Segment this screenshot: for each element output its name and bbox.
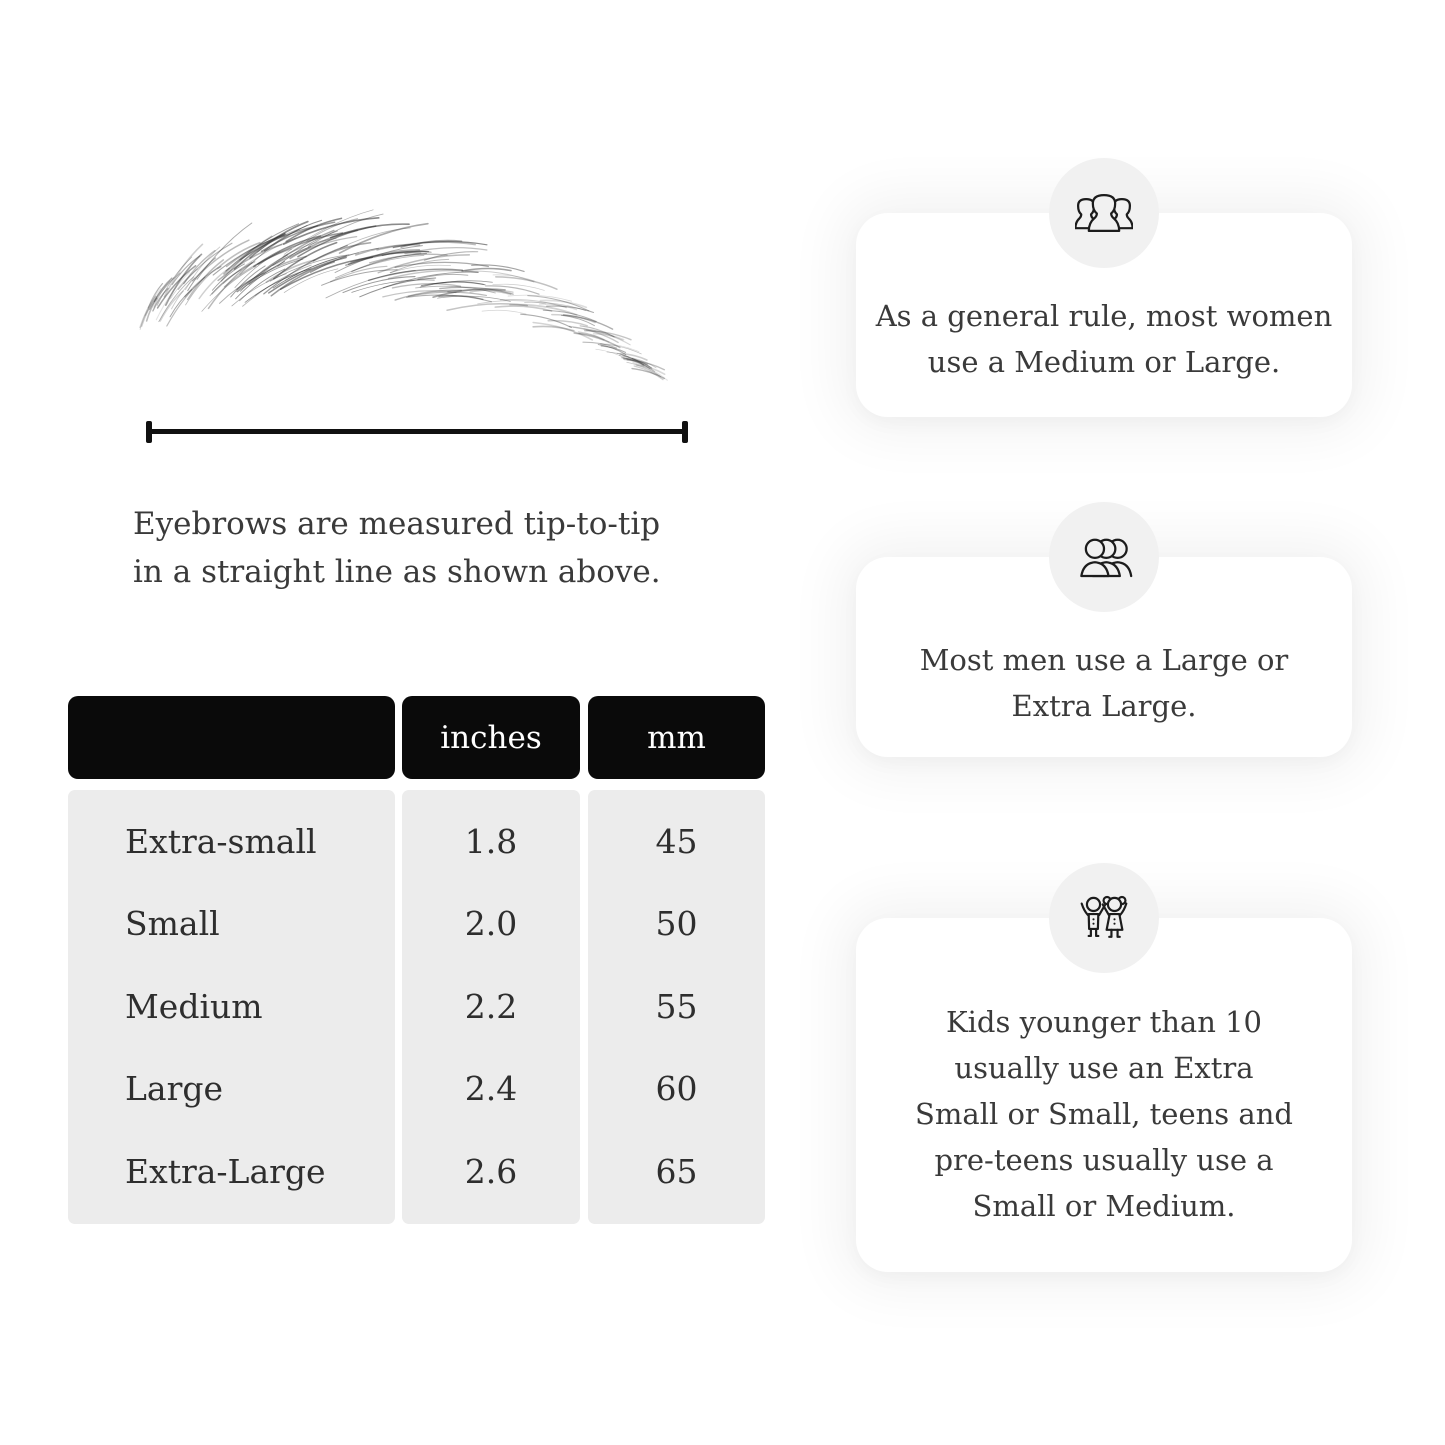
table-row xyxy=(68,1048,765,1131)
women-group-icon xyxy=(1075,188,1133,238)
card-text-line: Small or Small, teens and xyxy=(915,1097,1293,1131)
card-text-line: Most men use a Large or xyxy=(919,643,1289,677)
inches-value: 2.4 xyxy=(464,1069,518,1109)
mm-value: 65 xyxy=(655,1151,698,1191)
inches-value: 2.6 xyxy=(464,1151,518,1191)
inches-value: 2.0 xyxy=(464,904,518,944)
inches-value: 1.8 xyxy=(464,821,518,861)
inches-value: 2.2 xyxy=(464,986,518,1026)
table-row xyxy=(68,883,765,966)
caption-line-2: in a straight line as shown above. xyxy=(133,554,661,590)
measurement-bar xyxy=(148,429,686,434)
table-header-mm-cell: mm xyxy=(588,696,765,779)
table-row xyxy=(68,800,765,883)
card-text-line: Small or Medium. xyxy=(972,1189,1236,1223)
size-table-rows xyxy=(68,800,765,1213)
card-text-line: use a Medium or Large. xyxy=(927,345,1281,379)
caption-line-1: Eyebrows are measured tip-to-tip xyxy=(133,506,661,542)
mm-value: 60 xyxy=(655,1069,698,1109)
measurement-right-tick xyxy=(682,421,688,443)
info-card-women xyxy=(856,213,1352,417)
size-label: Small xyxy=(125,904,220,944)
size-label: Extra-Large xyxy=(125,1151,326,1191)
icon-badge xyxy=(1049,502,1159,612)
card-text xyxy=(856,999,1352,1229)
mm-value: 50 xyxy=(655,904,698,944)
card-text-line: pre-teens usually use a xyxy=(934,1143,1274,1177)
table-row xyxy=(68,1130,765,1213)
size-label: Medium xyxy=(125,986,263,1026)
card-text-line: usually use an Extra xyxy=(954,1051,1254,1085)
size-label: Extra-small xyxy=(125,821,317,861)
size-label: Large xyxy=(125,1069,224,1109)
info-card-kids xyxy=(856,918,1352,1272)
card-text-line: Kids younger than 10 xyxy=(945,1005,1263,1039)
info-card-men xyxy=(856,557,1352,757)
icon-badge xyxy=(1049,863,1159,973)
eyebrow-illustration xyxy=(115,228,695,403)
measurement-caption xyxy=(133,500,773,596)
card-text xyxy=(856,637,1352,729)
table-header-inches-cell: inches xyxy=(402,696,580,779)
measurement-line xyxy=(146,421,688,443)
icon-badge xyxy=(1049,158,1159,268)
mm-value: 55 xyxy=(655,986,698,1026)
children-icon xyxy=(1076,893,1132,943)
card-text-line: Extra Large. xyxy=(1011,689,1197,723)
card-text xyxy=(856,293,1352,385)
men-group-icon xyxy=(1075,533,1133,581)
table-row xyxy=(68,965,765,1048)
table-header-size-cell xyxy=(68,696,395,779)
mm-value: 45 xyxy=(655,821,698,861)
card-text-line: As a general rule, most women xyxy=(875,299,1333,333)
